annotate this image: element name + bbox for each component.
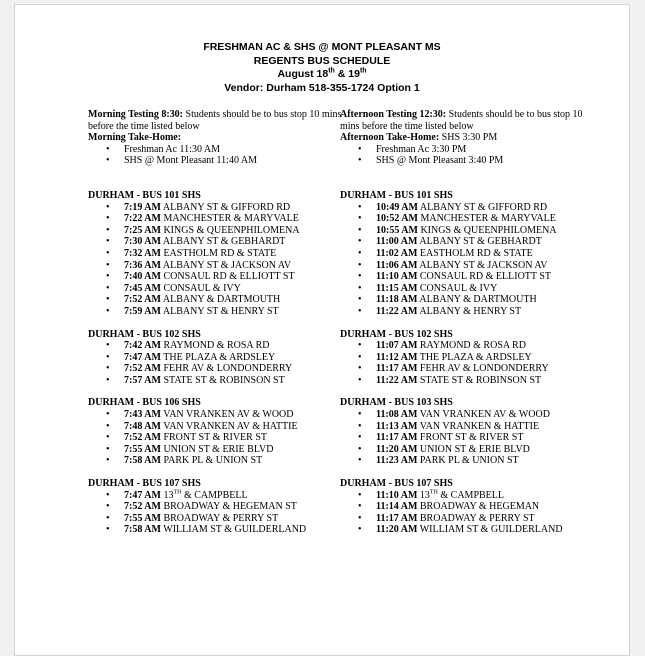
afternoon-bus-sections <box>340 190 600 536</box>
bus-stop <box>88 202 343 214</box>
stop-place: 13 <box>163 489 174 501</box>
stop-place: THE PLAZA & ARDSLEY <box>163 351 276 363</box>
takehome-item: • Freshman Ac 11:30 AM <box>88 144 343 156</box>
bus-stop <box>88 455 343 467</box>
bus-stop <box>340 409 600 421</box>
stop-place: EASTHOLM RD & STATE <box>163 247 277 259</box>
morning-takehome-label: Morning Take-Home: <box>88 132 182 144</box>
bus-stop <box>88 213 343 225</box>
stop-time: 7:55 AM <box>124 443 161 455</box>
stop-time: 7:45 AM <box>124 282 161 294</box>
morning-testing <box>88 109 343 132</box>
stop-time: 7:52 AM <box>124 432 161 444</box>
stop-time: 7:22 AM <box>124 213 161 225</box>
stop-time: 11:00 AM <box>376 236 418 248</box>
stop-place-rest: & CAMPBELL <box>437 489 505 501</box>
stop-place: FEHR AV & LONDONDERRY <box>419 363 549 375</box>
bus-stop <box>340 283 600 295</box>
header-subtitle: REGENTS BUS SCHEDULE <box>253 54 391 67</box>
bus-title: DURHAM - BUS 107 SHS <box>88 478 201 490</box>
stop-place: MANCHESTER & MARYVALE <box>163 213 299 225</box>
stop-place: VAN VRANKEN AV & WOOD <box>419 409 550 421</box>
stop-place: BROADWAY & HEGEMAN ST <box>163 501 297 513</box>
bus-stop <box>340 513 600 525</box>
stop-time: 7:30 AM <box>124 236 161 248</box>
stop-time: 7:32 AM <box>124 247 161 259</box>
stop-place: ALBANY ST & JACKSON AV <box>162 259 292 271</box>
bus-title: DURHAM - BUS 102 SHS <box>88 328 201 340</box>
stop-place: UNION ST & ERIE BLVD <box>419 443 530 455</box>
stop-time: 7:52 AM <box>124 363 161 375</box>
stop-time: 11:15 AM <box>376 282 418 294</box>
spacer <box>340 467 600 478</box>
stop-place: EASTHOLM RD & STATE <box>419 247 533 259</box>
date-second-suffix: th <box>359 67 367 75</box>
morning-testing-label: Morning Testing 8:30: <box>88 109 184 120</box>
spacer <box>340 386 600 397</box>
bus-stop <box>88 248 343 260</box>
stop-time: 7:59 AM <box>124 305 161 317</box>
stop-time: 10:55 AM <box>376 224 418 236</box>
stop-time: 7:52 AM <box>124 294 161 306</box>
stop-place: ALBANY ST & GIFFORD RD <box>419 201 548 213</box>
stop-place: CONSAUL RD & ELLIOTT ST <box>163 271 295 283</box>
bus-stop <box>340 236 600 248</box>
bus-stop <box>88 340 343 352</box>
takehome-item: • Freshman Ac 3:30 PM <box>340 144 600 156</box>
stop-place: VAN VRANKEN & HATTIE <box>419 420 540 432</box>
stop-place-suffix: TH <box>429 489 438 496</box>
stop-place: PARK PL & UNION ST <box>419 455 519 467</box>
stop-place: STATE ST & ROBINSON ST <box>419 374 542 386</box>
bus-stop <box>88 363 343 375</box>
bus-stop <box>340 340 600 352</box>
stop-place: MANCHESTER & MARYVALE <box>420 213 556 225</box>
stop-place: ALBANY ST & GEBHARDT <box>162 236 286 248</box>
stop-place: CONSAUL RD & ELLIOTT ST <box>419 271 551 283</box>
morning-takehome-heading <box>88 132 343 144</box>
bus-stop <box>88 283 343 295</box>
stop-place: UNION ST & ERIE BLVD <box>163 443 274 455</box>
bus-stop <box>340 432 600 444</box>
afternoon-testing-label: Afternoon Testing 12:30: <box>340 109 447 120</box>
stop-time: 11:22 AM <box>376 305 418 317</box>
stop-time: 11:17 AM <box>376 363 418 375</box>
bus-stop <box>88 294 343 306</box>
bus-title: DURHAM - BUS 103 SHS <box>340 397 453 409</box>
bus-stop <box>88 501 343 513</box>
spacer <box>340 318 600 329</box>
stop-place: ALBANY ST & JACKSON AV <box>419 259 548 271</box>
morning-column <box>88 109 343 536</box>
date-first: August 18 <box>277 68 329 80</box>
stop-time: 11:13 AM <box>376 420 418 432</box>
bus-stop-list <box>88 409 343 467</box>
bus-stop-list <box>340 409 600 467</box>
bus-stop <box>340 306 600 318</box>
stop-time: 7:43 AM <box>124 409 161 421</box>
bus-stop-list <box>88 490 343 536</box>
takehome-item: • SHS @ Mont Pleasant 11:40 AM <box>88 155 343 167</box>
stop-place: FEHR AV & LONDONDERRY <box>163 363 293 375</box>
bus-stop <box>340 213 600 225</box>
stop-time: 11:17 AM <box>376 432 418 444</box>
stop-place: WILLIAM ST & GUILDERLAND <box>163 524 307 536</box>
stop-place-rest: & CAMPBELL <box>181 489 248 501</box>
stop-place: ALBANY & DARTMOUTH <box>419 294 537 306</box>
bus-stop <box>88 271 343 283</box>
bus-stop <box>88 306 343 318</box>
stop-place: ALBANY ST & GEBHARDT <box>419 236 542 248</box>
bus-title: DURHAM - BUS 107 SHS <box>340 478 453 490</box>
bus-stop <box>88 524 343 536</box>
stop-time: 7:55 AM <box>124 512 161 524</box>
bus-stop <box>340 225 600 237</box>
stop-place: BROADWAY & PERRY ST <box>163 512 279 524</box>
stop-place: BROADWAY & HEGEMAN <box>419 501 540 513</box>
stop-place: ALBANY ST & HENRY ST <box>162 305 279 317</box>
stop-place-suffix: TH <box>173 489 182 496</box>
afternoon-takehome-text: SHS 3:30 PM <box>439 132 498 144</box>
spacer <box>88 467 343 478</box>
stop-place: FRONT ST & RIVER ST <box>163 432 267 444</box>
stop-time: 7:47 AM <box>124 489 161 501</box>
stop-time: 11:14 AM <box>376 501 418 513</box>
afternoon-column <box>340 109 600 536</box>
date-join: & 19 <box>334 68 360 80</box>
afternoon-takehome-heading <box>340 132 600 144</box>
bus-stop <box>88 236 343 248</box>
bus-stop <box>88 225 343 237</box>
stop-time: 7:25 AM <box>124 224 161 236</box>
afternoon-takehome-list <box>340 144 600 167</box>
stop-place: THE PLAZA & ARDSLEY <box>419 351 532 363</box>
date-first-suffix: th <box>328 67 335 75</box>
bus-stop <box>88 409 343 421</box>
stop-place: PARK PL & UNION ST <box>163 455 263 467</box>
bus-stop <box>88 352 343 364</box>
stop-time: 11:06 AM <box>376 259 418 271</box>
stop-time: 11:02 AM <box>376 247 418 259</box>
stop-time: 11:17 AM <box>376 512 418 524</box>
bus-stop <box>340 352 600 364</box>
header-vendor: Vendor: Durham 518-355-1724 Option 1 <box>224 81 420 94</box>
stop-place: RAYMOND & ROSA RD <box>419 340 526 352</box>
bus-stop-list <box>340 490 600 536</box>
stop-time: 7:47 AM <box>124 351 161 363</box>
bus-stop <box>340 524 600 536</box>
bus-stop-list <box>340 202 600 318</box>
stop-time: 11:22 AM <box>376 374 418 386</box>
stop-place: BROADWAY & PERRY ST <box>419 512 535 524</box>
bus-stop <box>340 490 600 502</box>
bus-stop <box>88 490 343 502</box>
stop-place: ALBANY & HENRY ST <box>419 305 522 317</box>
bus-title: DURHAM - BUS 101 SHS <box>88 189 201 201</box>
document-header <box>15 41 629 95</box>
stop-place: WILLIAM ST & GUILDERLAND <box>419 524 563 536</box>
spacer <box>88 318 343 329</box>
stop-time: 11:20 AM <box>376 443 418 455</box>
bus-stop-list <box>88 340 343 386</box>
stop-place: ALBANY ST & GIFFORD RD <box>162 201 291 213</box>
bus-title: DURHAM - BUS 102 SHS <box>340 328 453 340</box>
document-page <box>14 4 630 656</box>
stop-place: KINGS & QUEENPHILOMENA <box>420 224 557 236</box>
bus-stop <box>340 501 600 513</box>
bus-stop <box>340 375 600 387</box>
stop-time: 7:52 AM <box>124 501 161 513</box>
stop-time: 7:19 AM <box>124 201 161 213</box>
stop-place: KINGS & QUEENPHILOMENA <box>163 224 300 236</box>
stop-place: ALBANY & DARTMOUTH <box>162 294 281 306</box>
stop-place: FRONT ST & RIVER ST <box>419 432 524 444</box>
stop-place: VAN VRANKEN AV & WOOD <box>163 409 294 421</box>
afternoon-testing-text: Students should be to bus stop 10 mins before the time listed below <box>340 109 583 132</box>
stop-place: CONSAUL & IVY <box>163 282 241 294</box>
stop-time: 7:58 AM <box>124 524 161 536</box>
stop-time: 7:57 AM <box>124 374 161 386</box>
stop-time: 7:48 AM <box>124 420 161 432</box>
bus-stop-list <box>340 340 600 386</box>
stop-time: 11:10 AM <box>376 271 418 283</box>
stop-time: 7:42 AM <box>124 340 161 352</box>
bus-stop <box>88 513 343 525</box>
bus-stop <box>340 421 600 433</box>
stop-time: 7:36 AM <box>124 259 161 271</box>
bus-stop <box>340 455 600 467</box>
bus-stop <box>340 260 600 272</box>
afternoon-takehome-label: Afternoon Take-Home: <box>340 132 440 144</box>
stop-time: 11:10 AM <box>376 489 418 501</box>
bus-stop <box>88 375 343 387</box>
stop-time: 11:07 AM <box>376 340 418 352</box>
stop-time: 11:18 AM <box>376 294 418 306</box>
bus-stop <box>88 444 343 456</box>
bus-stop <box>340 248 600 260</box>
bus-stop <box>340 202 600 214</box>
bus-title: DURHAM - BUS 101 SHS <box>340 189 453 201</box>
stop-time: 7:58 AM <box>124 455 161 467</box>
stop-time: 10:49 AM <box>376 201 418 213</box>
bus-stop <box>88 421 343 433</box>
takehome-item: • SHS @ Mont Pleasant 3:40 PM <box>340 155 600 167</box>
stop-place: STATE ST & ROBINSON ST <box>163 374 285 386</box>
spacer <box>88 386 343 397</box>
stop-place: 13 <box>419 489 430 501</box>
stop-time: 11:08 AM <box>376 409 418 421</box>
bus-stop-list <box>88 202 343 318</box>
bus-stop <box>340 271 600 283</box>
stop-time: 10:52 AM <box>376 213 418 225</box>
morning-bus-sections <box>88 190 343 536</box>
stop-time: 11:12 AM <box>376 351 418 363</box>
spacer <box>340 167 600 190</box>
stop-place: RAYMOND & ROSA RD <box>163 340 270 352</box>
header-dates <box>15 68 629 82</box>
bus-stop <box>340 444 600 456</box>
stop-place: CONSAUL & IVY <box>419 282 498 294</box>
stop-time: 11:20 AM <box>376 524 418 536</box>
header-title: FRESHMAN AC & SHS @ MONT PLEASANT MS <box>203 41 441 53</box>
bus-title: DURHAM - BUS 106 SHS <box>88 397 201 409</box>
morning-testing-text: Students should be to bus stop 10 mins before the time listed below <box>88 109 342 132</box>
bus-stop <box>88 432 343 444</box>
bus-stop <box>340 294 600 306</box>
bus-stop <box>340 363 600 375</box>
stop-time: 11:23 AM <box>376 455 418 467</box>
afternoon-testing <box>340 109 600 132</box>
stop-place: VAN VRANKEN AV & HATTIE <box>163 420 298 432</box>
bus-stop <box>88 260 343 272</box>
stop-time: 7:40 AM <box>124 271 161 283</box>
morning-takehome-list <box>88 144 343 167</box>
spacer <box>88 167 343 190</box>
